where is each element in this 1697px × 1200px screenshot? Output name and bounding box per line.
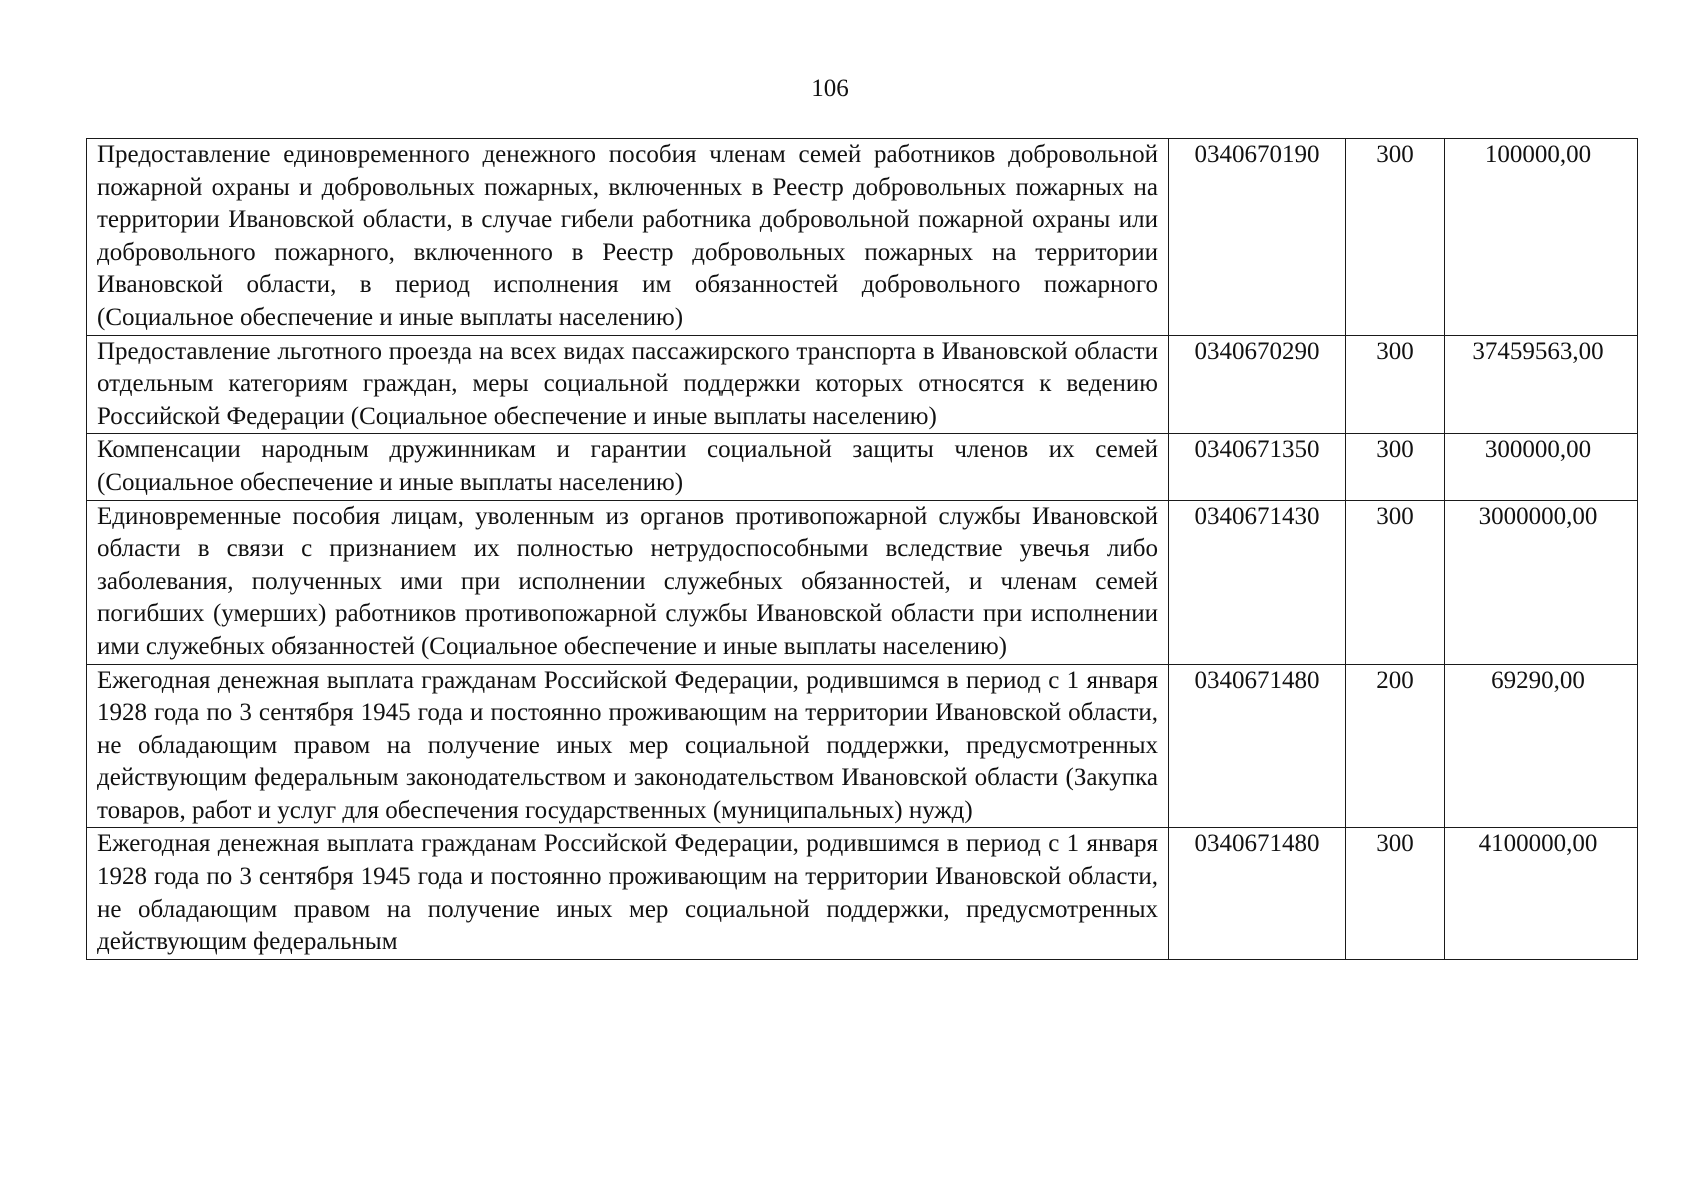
target-code: 0340671350 — [1194, 436, 1320, 464]
description-text: Предоставление льготного проезда на всех видах пассажирского транспорта в Ивановской области отдельным категориям граждан, меры социальной поддержки которых относятся к ведению Российской Федерации (Социальное обеспечение и иные выплаты населению) — [97, 337, 1158, 430]
table-row — [87, 335, 1638, 434]
expense-type-cell — [1346, 335, 1445, 434]
amount: 69290,00 — [1491, 666, 1585, 694]
expense-type: 300 — [1376, 436, 1414, 464]
table-row — [87, 500, 1638, 664]
target-code-cell — [1169, 139, 1346, 336]
description-text: Компенсации народным дружинникам и гарантии социальной защиты членов их семей (Социальное обеспечение и иные выплаты населению) — [97, 436, 1158, 496]
description-text: Единовременные пособия лицам, уволенным из органов противопожарной службы Ивановской области в связи с признанием их полностью нетрудоспособными вследствие увечья либо заболевания, полученных ими при исполнении служебных обязанностей, и членам семей погибших (умерших) работников противопожарной службы Ивановской области при исполнении ими служебных обязанностей (Социальное обеспечение и иные выплаты населению) — [97, 502, 1158, 660]
target-code: 0340671430 — [1194, 502, 1320, 530]
table-row — [87, 664, 1638, 828]
amount-cell — [1445, 828, 1638, 959]
description-cell — [87, 335, 1169, 434]
expense-type: 200 — [1376, 666, 1414, 694]
target-code-cell — [1169, 434, 1346, 500]
description-text: Ежегодная денежная выплата гражданам Российской Федерации, родившимся в период с 1 января 1928 года по 3 сентября 1945 года и постоянно проживающим на территории Ивановской области, не обладающим правом на получение иных мер социальной поддержки, предусмотренных действующим федеральным законодательством и законодательством Ивановской области (Закупка товаров, работ и услуг для обеспечения государственных (муниципальных) нужд) — [97, 666, 1158, 824]
target-code: 0340670290 — [1194, 337, 1320, 365]
amount-cell — [1445, 434, 1638, 500]
amount: 300000,00 — [1484, 436, 1592, 464]
target-code-cell — [1169, 335, 1346, 434]
description-cell — [87, 664, 1169, 828]
target-code: 0340671480 — [1194, 830, 1320, 858]
amount: 4100000,00 — [1478, 830, 1598, 858]
amount-cell — [1445, 664, 1638, 828]
target-code: 0340670190 — [1194, 141, 1320, 168]
expense-type-cell — [1346, 139, 1445, 336]
expense-type-cell — [1346, 828, 1445, 959]
target-code-cell — [1169, 500, 1346, 664]
description-cell — [87, 500, 1169, 664]
budget-table — [86, 138, 1638, 960]
description-text: Предоставление единовременного денежного пособия членам семей работников добровольной пожарной охраны и добровольных пожарных, включенных в Реестр добровольных пожарных на территории Ивановской области, в случае гибели работника добровольной пожарной охраны или добровольного пожарного, включенного в Реестр добровольных пожарных на территории Ивановской области, в период исполнения им обязанностей добровольного пожарного (Социальное обеспечение и иные выплаты населению) — [97, 141, 1158, 331]
expense-type: 300 — [1376, 502, 1414, 530]
table-row — [87, 434, 1638, 500]
description-text: Ежегодная денежная выплата гражданам Российской Федерации, родившимся в период с 1 января 1928 года по 3 сентября 1945 года и постоянно проживающим на территории Ивановской области, не обладающим правом на получение иных мер социальной поддержки, предусмотренных действующим федеральным — [97, 830, 1158, 956]
amount-cell — [1445, 335, 1638, 434]
amount: 3000000,00 — [1478, 502, 1598, 530]
description-cell — [87, 434, 1169, 500]
expense-type: 300 — [1376, 337, 1414, 365]
amount: 37459563,00 — [1472, 337, 1604, 365]
description-cell — [87, 139, 1169, 336]
expense-type-cell — [1346, 664, 1445, 828]
expense-type-cell — [1346, 500, 1445, 664]
amount-cell — [1445, 139, 1638, 336]
target-code: 0340671480 — [1194, 666, 1320, 694]
target-code-cell — [1169, 664, 1346, 828]
target-code-cell — [1169, 828, 1346, 959]
table-row — [87, 139, 1638, 336]
table-row — [87, 828, 1638, 959]
expense-type: 300 — [1376, 830, 1414, 858]
expense-type: 300 — [1376, 141, 1414, 168]
page-number: 106 — [811, 75, 849, 102]
amount-cell — [1445, 500, 1638, 664]
description-cell — [87, 828, 1169, 959]
expense-type-cell — [1346, 434, 1445, 500]
amount: 100000,00 — [1484, 141, 1592, 168]
